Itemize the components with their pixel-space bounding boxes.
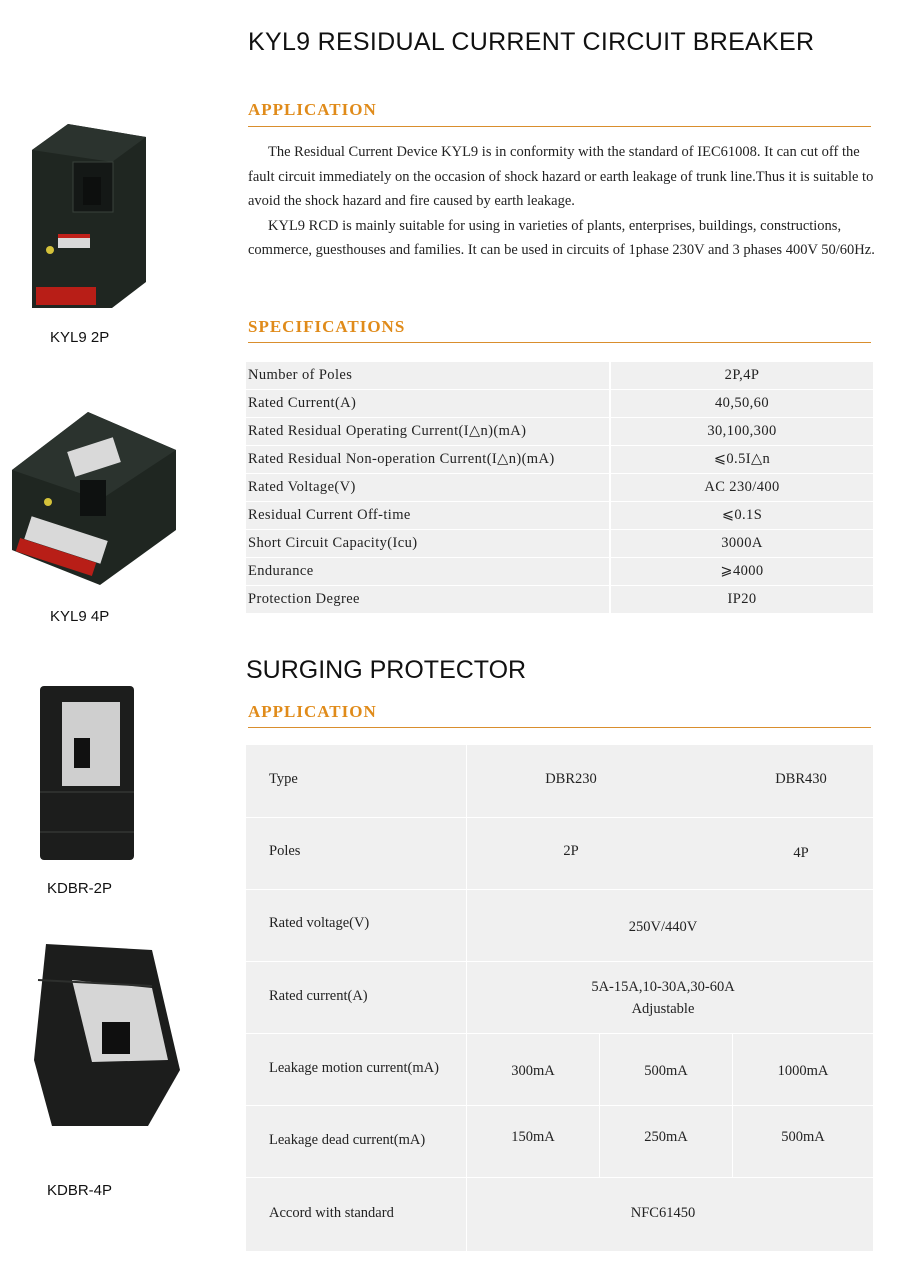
surge-leak-motion-label: Leakage motion current(mA) — [269, 1060, 439, 1076]
surge-leak-dead-500: 500mA — [781, 1129, 825, 1145]
spec-value: 40,50,60 — [610, 390, 873, 418]
application-text — [248, 140, 878, 263]
surge-type-dbr430: DBR430 — [775, 771, 827, 787]
surge-leak-motion-500: 500mA — [644, 1063, 688, 1079]
application-paragraph-2: KYL9 RCD is mainly suitable for using in varieties of plants, enterprises, buildings, constructions, commerce, guesthouses and families. It can be used in circuits of 1phase 230V and 3 phases 400V 50/60Hz. — [248, 217, 875, 258]
application-heading: APPLICATION — [248, 100, 377, 119]
surge-poles-4p: 4P — [793, 845, 809, 861]
spec-row — [246, 502, 873, 530]
surge-col-divider — [599, 1033, 600, 1177]
caption-kyl9-4p: KYL9 4P — [50, 608, 110, 625]
surge-type-dbr230: DBR230 — [545, 771, 597, 787]
surge-leak-motion-1000: 1000mA — [777, 1063, 829, 1079]
surge-current-value-line1: 5A-15A,10-30A,30-60A — [591, 979, 735, 995]
spec-value: ⩽0.1S — [610, 502, 873, 530]
spec-row — [246, 530, 873, 558]
spec-value: IP20 — [610, 586, 873, 614]
surge-poles-label: Poles — [269, 843, 301, 859]
surge-leak-motion-300: 300mA — [511, 1063, 555, 1079]
spec-value: 3000A — [610, 530, 873, 558]
spec-label: Number of Poles — [246, 362, 610, 390]
spec-label: Rated Residual Operating Current(I△n)(mA) — [246, 418, 610, 446]
surge-type-label: Type — [269, 771, 298, 787]
surge-table — [246, 745, 873, 1251]
spec-label: Residual Current Off-time — [246, 502, 610, 530]
spec-row — [246, 558, 873, 586]
surge-standard-label: Accord with standard — [269, 1205, 394, 1221]
spec-row — [246, 474, 873, 502]
spec-row — [246, 390, 873, 418]
surge-voltage-value: 250V/440V — [628, 919, 698, 935]
application-paragraph-1: The Residual Current Device KYL9 is in conformity with the standard of IEC61008. It can cut off the fault circuit immediately on the occasion of shock hazard or earth leakage of trunk line.Thus it is suitable to avoid the shock hazard and fire caused by earth leakage. — [248, 144, 874, 209]
surge-row-divider — [246, 1177, 873, 1178]
specifications-table — [246, 362, 873, 614]
surge-poles-2p: 2P — [563, 843, 579, 859]
surge-leak-dead-250: 250mA — [644, 1129, 688, 1145]
spec-label: Short Circuit Capacity(Icu) — [246, 530, 610, 558]
surge-row-divider — [246, 1105, 873, 1106]
caption-kdbr-2p: KDBR-2P — [47, 880, 113, 897]
surge-title: SURGING PROTECTOR — [246, 656, 527, 684]
spec-row — [246, 418, 873, 446]
spec-value: ⩽0.5I△n — [610, 446, 873, 474]
surge-row-divider — [246, 1033, 873, 1034]
spec-row — [246, 586, 873, 614]
surge-col-divider — [466, 745, 467, 1251]
surge-current-label: Rated current(A) — [269, 988, 368, 1004]
surge-leak-dead-150: 150mA — [511, 1129, 555, 1145]
page-title: KYL9 RESIDUAL CURRENT CIRCUIT BREAKER — [248, 28, 815, 56]
spec-value: 2P,4P — [610, 362, 873, 390]
surge-col-divider — [732, 1033, 733, 1177]
surge-current-value-line2: Adjustable — [631, 1001, 695, 1017]
spec-label: Rated Residual Non-operation Current(I△n)(mA) — [246, 446, 610, 474]
spec-row — [246, 362, 873, 390]
surge-row-divider — [246, 889, 873, 890]
surge-row-divider — [246, 817, 873, 818]
surge-standard-value: NFC61450 — [630, 1205, 696, 1221]
spec-value: ⩾4000 — [610, 558, 873, 586]
spec-value: 30,100,300 — [610, 418, 873, 446]
caption-kdbr-4p: KDBR-4P — [47, 1182, 113, 1199]
spec-label: Endurance — [246, 558, 610, 586]
surge-voltage-label: Rated voltage(V) — [269, 915, 370, 931]
spec-row — [246, 446, 873, 474]
surge-row-divider — [246, 961, 873, 962]
surge-application-heading: APPLICATION — [248, 702, 377, 721]
surge-leak-dead-label: Leakage dead current(mA) — [269, 1132, 426, 1148]
surge-application-rule — [248, 727, 871, 728]
spec-label: Protection Degree — [246, 586, 610, 614]
caption-kyl9-2p: KYL9 2P — [50, 329, 110, 346]
spec-value: AC 230/400 — [610, 474, 873, 502]
application-rule — [248, 126, 871, 127]
specifications-heading: SPECIFICATIONS — [248, 317, 406, 336]
spec-label: Rated Voltage(V) — [246, 474, 610, 502]
spec-label: Rated Current(A) — [246, 390, 610, 418]
specifications-rule — [248, 342, 871, 343]
